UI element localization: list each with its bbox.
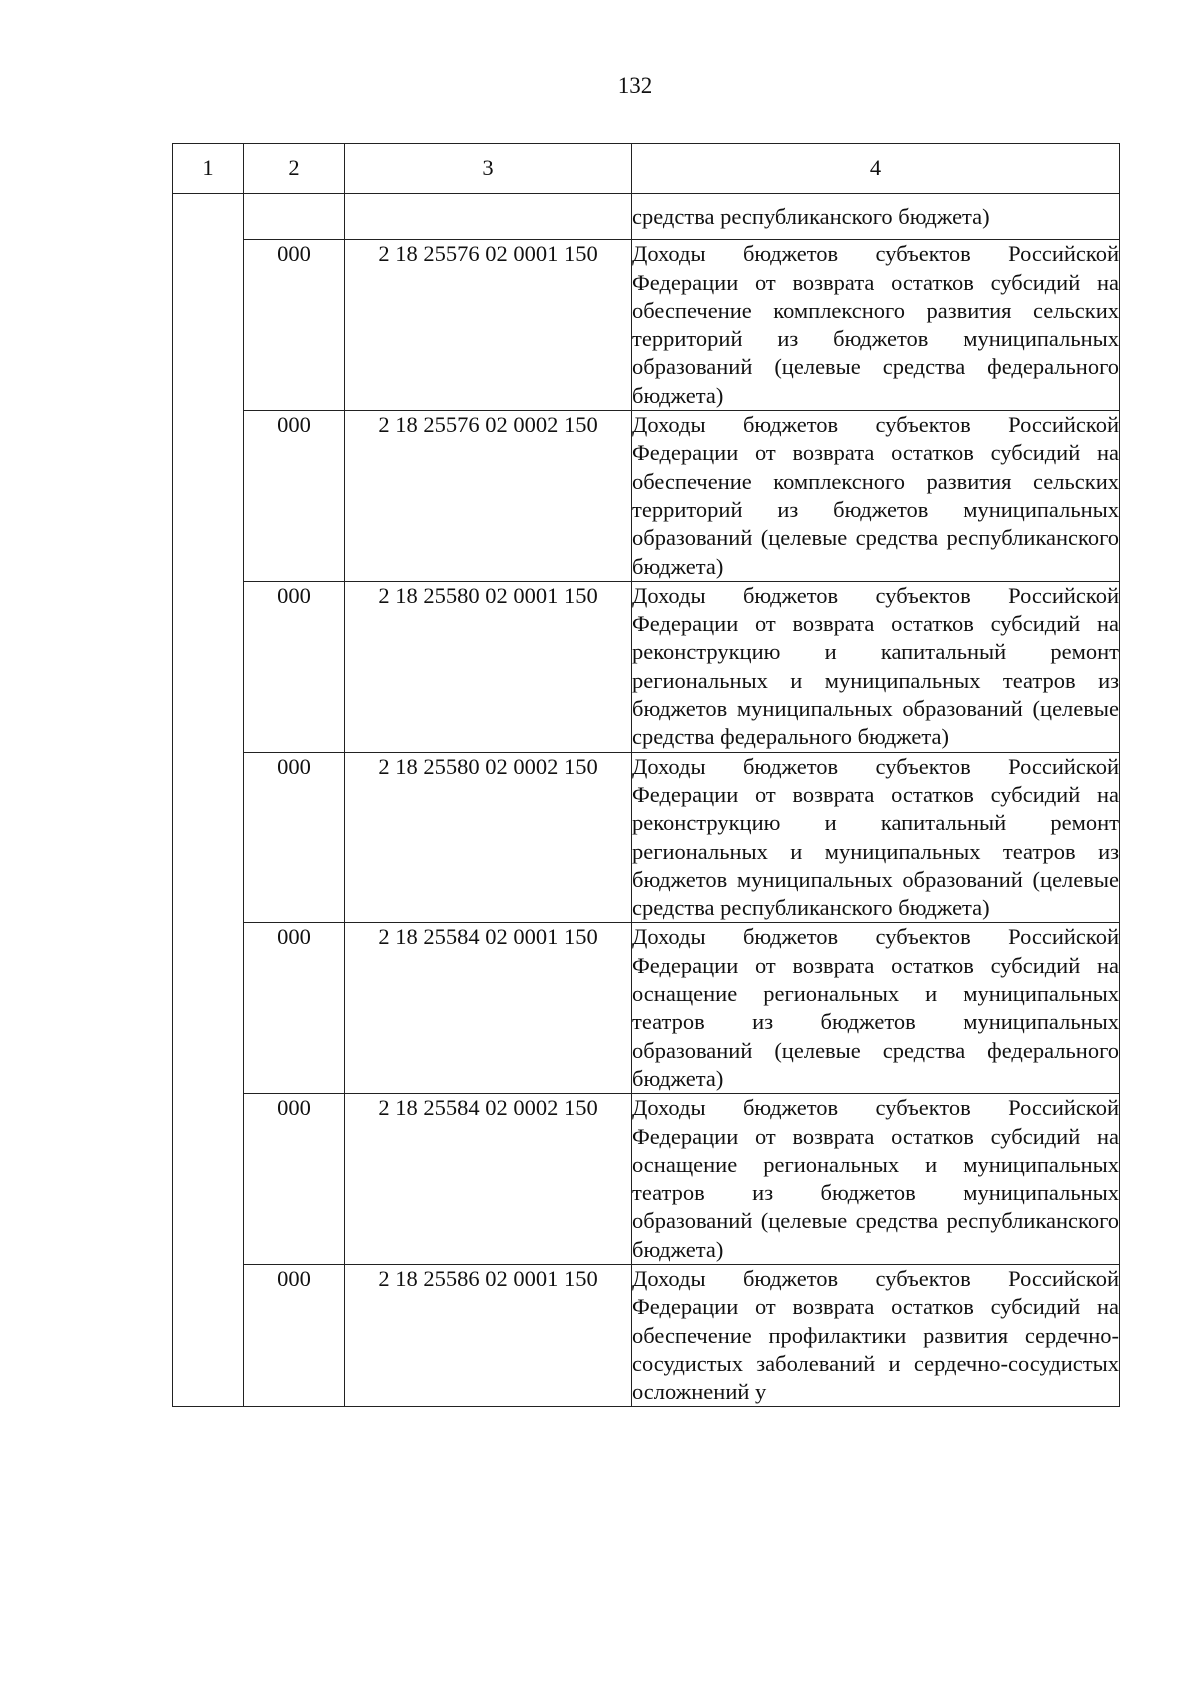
income-description: Доходы бюджетов субъектов Российской Федерации от возврата остатков субсидий на оснащение региональных и муниципальных театров из бюджетов муниципальных образований (целевые средства республиканского бюджета) [632, 1094, 1120, 1265]
header-col-2: 2 [244, 144, 345, 194]
income-description: Доходы бюджетов субъектов Российской Федерации от возврата остатков субсидий на обеспечение профилактики развития сердечно-сосудистых заболеваний и сердечно-сосудистых осложнений у [632, 1264, 1120, 1406]
kbk-code: 2 18 25584 02 0001 150 [345, 923, 632, 1094]
table-row-continuation [173, 194, 1120, 240]
income-description: Доходы бюджетов субъектов Российской Федерации от возврата остатков субсидий на оснащение региональных и муниципальных театров из бюджетов муниципальных образований (целевые средства федерального бюджета) [632, 923, 1120, 1094]
kbk-code: 2 18 25580 02 0002 150 [345, 752, 632, 923]
income-description: Доходы бюджетов субъектов Российской Федерации от возврата остатков субсидий на обеспечение комплексного развития сельских территорий из бюджетов муниципальных образований (целевые средства федерального бюджета) [632, 240, 1120, 411]
income-description: Доходы бюджетов субъектов Российской Федерации от возврата остатков субсидий на реконструкцию и капитальный ремонт региональных и муниципальных театров из бюджетов муниципальных образований (целевые средства федерального бюджета) [632, 581, 1120, 752]
empty-kbk-cell [345, 194, 632, 240]
table-header-row [173, 144, 1120, 194]
page-number: 132 [617, 73, 653, 98]
kbk-code: 2 18 25576 02 0002 150 [345, 411, 632, 582]
admin-code: 000 [244, 752, 345, 923]
kbk-code: 2 18 25580 02 0001 150 [345, 581, 632, 752]
empty-admin-cell [244, 194, 345, 240]
budget-classification-table [172, 143, 1120, 1407]
table-row [173, 1094, 1120, 1265]
income-description: Доходы бюджетов субъектов Российской Федерации от возврата остатков субсидий на реконструкцию и капитальный ремонт региональных и муниципальных театров из бюджетов муниципальных образований (целевые средства республиканского бюджета) [632, 752, 1120, 923]
admin-code: 000 [244, 923, 345, 1094]
admin-code: 000 [244, 581, 345, 752]
kbk-code: 2 18 25584 02 0002 150 [345, 1094, 632, 1265]
income-description: Доходы бюджетов субъектов Российской Федерации от возврата остатков субсидий на обеспечение комплексного развития сельских территорий из бюджетов муниципальных образований (целевые средства республиканского бюджета) [632, 411, 1120, 582]
header-col-3: 3 [345, 144, 632, 194]
empty-column-1 [173, 194, 244, 1407]
header-col-1: 1 [173, 144, 244, 194]
admin-code: 000 [244, 1094, 345, 1265]
admin-code: 000 [244, 1264, 345, 1406]
table-row [173, 1264, 1120, 1406]
table-row [173, 581, 1120, 752]
table-row [173, 752, 1120, 923]
continuation-description: средства республиканского бюджета) [632, 194, 1120, 240]
header-col-4: 4 [632, 144, 1120, 194]
table-row [173, 240, 1120, 411]
kbk-code: 2 18 25586 02 0001 150 [345, 1264, 632, 1406]
admin-code: 000 [244, 240, 345, 411]
kbk-code: 2 18 25576 02 0001 150 [345, 240, 632, 411]
admin-code: 000 [244, 411, 345, 582]
table-row [173, 923, 1120, 1094]
table-row [173, 411, 1120, 582]
